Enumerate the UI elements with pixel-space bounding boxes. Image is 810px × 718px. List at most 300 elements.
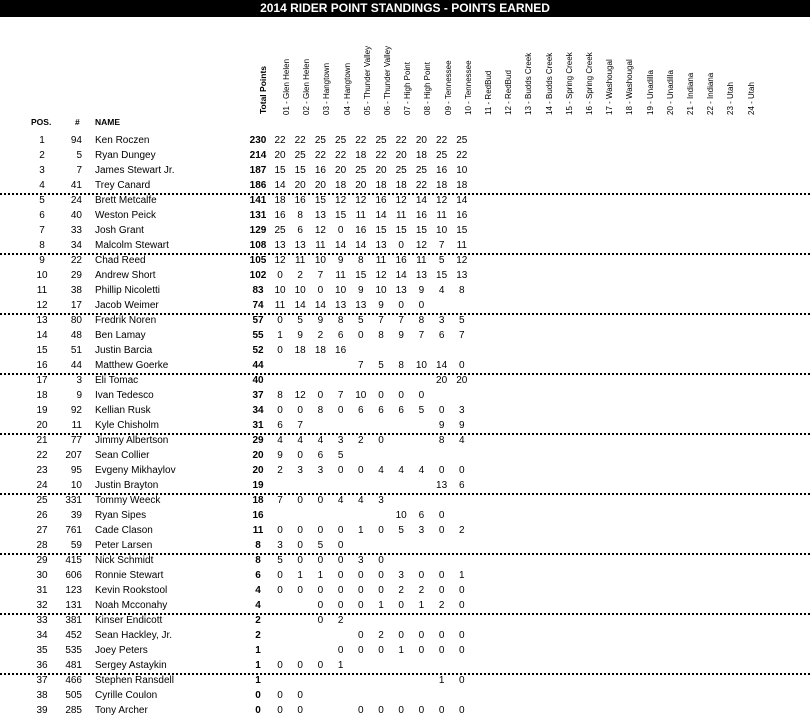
round-points: 16 [274,210,286,221]
round-points: 20 [314,180,326,191]
rider-position: 22 [36,450,48,461]
rider-position: 14 [36,330,48,341]
rider-name: Tommy Weeck [95,495,161,506]
rider-position: 28 [36,540,48,551]
round-points: 0 [459,360,465,371]
rider-number: 331 [65,495,82,506]
round-points: 8 [438,435,445,446]
rider-total-points: 102 [249,270,267,281]
round-points: 14 [456,195,468,206]
rider-number: 11 [71,420,82,431]
rider-row [0,328,810,343]
round-points: 0 [398,630,404,641]
round-points: 2 [378,630,384,641]
round-header: 11 - RedBud [484,70,493,115]
rider-number: 606 [65,570,82,581]
round-points: 16 [436,165,448,176]
rider-total-points: 74 [252,300,264,311]
rider-position: 3 [39,165,45,176]
rider-total-points: 20 [252,465,264,476]
rider-number: 77 [70,435,82,446]
round-points: 0 [459,675,465,686]
rider-name: Kinser Endicott [95,615,163,626]
round-points: 15 [456,225,468,236]
round-header: 19 - Unadilla [645,70,655,115]
round-points: 0 [418,570,425,581]
round-points: 4 [459,435,465,446]
round-points: 3 [358,555,364,566]
round-points: 22 [415,180,427,191]
round-points: 0 [317,615,324,626]
rider-total-points: 1 [255,660,261,671]
round-points: 5 [337,450,344,461]
round-points: 0 [337,555,344,566]
round-points: 5 [358,315,364,326]
rider-row [0,688,810,703]
round-header: 04 - Hangtown [342,62,352,115]
round-points: 5 [418,405,425,416]
round-points: 9 [317,315,324,326]
round-points: 0 [277,270,283,281]
rider-row [0,433,810,448]
rider-number: 131 [65,600,82,611]
rider-number: 10 [70,480,82,491]
number-header: # [75,117,80,127]
rider-name: Cade Clason [95,525,153,536]
rider-name: Jimmy Albertson [95,435,169,446]
rider-position: 20 [36,420,48,431]
rider-position: 37 [36,675,48,686]
round-points: 0 [398,300,404,311]
rider-total-points: 141 [249,195,267,206]
rider-name: Tony Archer [95,705,148,716]
rider-number: 505 [65,690,82,701]
round-points: 1 [297,570,303,581]
round-points: 8 [398,360,404,371]
round-points: 15 [314,195,326,206]
rider-number: 381 [65,615,82,626]
round-points: 6 [317,450,324,461]
round-points: 0 [358,630,364,641]
round-points: 18 [355,150,367,161]
round-points: 10 [335,285,347,296]
round-points: 18 [395,180,407,191]
round-points: 16 [456,210,468,221]
rider-name: Trey Canard [95,180,151,191]
rider-position: 10 [36,270,48,281]
round-points: 0 [378,585,384,596]
rider-total-points: 83 [252,285,264,296]
round-points: 22 [375,150,387,161]
rider-total-points: 52 [252,345,264,356]
round-points: 3 [297,465,303,476]
round-points: 6 [378,405,384,416]
rider-total-points: 8 [255,540,261,551]
rider-number: 38 [70,285,82,296]
rider-number: 80 [70,315,82,326]
round-points: 20 [335,165,347,176]
round-header: 15 - Spring Creek [564,52,574,115]
round-points: 0 [459,630,465,641]
round-points: 0 [378,435,384,446]
round-points: 9 [459,420,465,431]
rider-name: Josh Grant [95,225,144,236]
round-points: 7 [337,390,344,401]
round-points: 0 [297,450,303,461]
round-points: 15 [294,165,306,176]
total-points-header: Total Points [258,65,268,114]
round-points: 0 [277,705,283,716]
round-points: 3 [337,435,344,446]
rider-row [0,163,810,178]
round-points: 10 [274,285,286,296]
round-header: 02 - Glen Helen [302,58,312,115]
rider-number: 415 [65,555,82,566]
round-points: 0 [438,705,445,716]
rider-number: 761 [65,525,82,536]
round-points: 13 [355,300,367,311]
rider-number: 29 [70,270,82,281]
round-points: 0 [459,600,465,611]
round-points: 8 [317,405,324,416]
round-points: 11 [375,255,387,266]
round-points: 2 [418,585,425,596]
round-points: 14 [294,300,306,311]
round-points: 8 [378,330,384,341]
round-points: 25 [395,165,407,176]
rider-number: 48 [70,330,82,341]
rider-row [0,268,810,283]
round-points: 0 [438,585,445,596]
round-points: 14 [355,240,367,251]
round-points: 4 [297,435,303,446]
rider-name: Sergey Astaykin [95,660,167,671]
round-points: 25 [335,135,347,146]
rider-position: 5 [39,195,45,206]
round-header: 18 - Washougal [625,59,635,115]
round-points: 11 [355,210,366,221]
round-header: 05 - Thunder Valley [362,45,372,115]
round-points: 0 [297,540,303,551]
rider-row [0,253,810,268]
round-points: 22 [456,150,468,161]
round-points: 0 [358,330,364,341]
round-points: 4 [358,495,364,506]
round-points: 15 [335,210,347,221]
round-points: 18 [335,180,347,191]
round-points: 0 [438,570,445,581]
round-points: 9 [438,420,445,431]
rider-name: Ben Lamay [95,330,146,341]
round-points: 6 [418,510,425,521]
round-points: 0 [358,585,364,596]
rider-name: Brett Metcalfe [95,195,157,206]
round-header: 21 - Indiana [686,72,695,115]
rider-total-points: 129 [249,225,267,236]
rider-number: 40 [70,210,82,221]
round-points: 7 [277,495,283,506]
rider-number: 9 [76,390,82,401]
round-points: 12 [274,255,286,266]
rider-total-points: 57 [252,315,264,326]
round-points: 15 [436,270,448,281]
rider-position: 8 [39,240,45,251]
round-points: 0 [337,600,344,611]
rider-number: 51 [70,345,82,356]
round-header: 14 - Budds Creek [544,52,554,115]
rider-position: 2 [39,150,45,161]
round-points: 25 [294,150,306,161]
round-points: 20 [436,375,448,386]
rider-name: Ivan Tedesco [95,390,154,401]
rider-number: 123 [65,585,82,596]
round-points: 14 [314,300,326,311]
round-points: 10 [436,225,448,236]
round-points: 25 [436,150,448,161]
round-points: 0 [459,645,465,656]
rider-total-points: 6 [255,570,261,581]
round-points: 4 [398,465,404,476]
round-points: 10 [395,510,407,521]
rider-total-points: 40 [252,375,264,386]
round-points: 6 [297,225,303,236]
round-points: 0 [337,540,344,551]
round-points: 0 [337,465,344,476]
rider-name: Ryan Sipes [95,510,147,521]
rider-number: 39 [70,510,82,521]
round-points: 6 [277,420,283,431]
round-points: 0 [378,525,384,536]
round-points: 15 [355,270,367,281]
rider-total-points: 105 [249,255,267,266]
rider-position: 30 [36,570,48,581]
rider-row [0,463,810,478]
round-points: 18 [294,345,306,356]
round-points: 8 [297,210,303,221]
round-points: 0 [317,585,324,596]
round-points: 0 [398,390,404,401]
round-points: 0 [418,705,425,716]
rider-total-points: 4 [255,585,261,596]
rider-position: 29 [36,555,48,566]
round-points: 22 [335,150,347,161]
rider-total-points: 44 [252,360,264,371]
round-points: 0 [297,705,303,716]
round-points: 9 [358,285,364,296]
round-points: 4 [277,435,283,446]
round-points: 18 [456,180,468,191]
rider-position: 24 [36,480,48,491]
round-points: 2 [337,615,344,626]
round-points: 0 [337,225,344,236]
round-points: 0 [378,705,384,716]
round-header: 13 - Budds Creek [524,52,534,115]
rider-row [0,313,810,328]
rider-total-points: 29 [252,435,264,446]
round-points: 9 [297,330,303,341]
round-points: 5 [317,540,324,551]
rider-name: Eli Tomac [95,375,139,386]
rider-total-points: 19 [252,480,264,491]
rider-position: 38 [36,690,48,701]
round-points: 6 [398,405,404,416]
rider-number: 17 [70,300,82,311]
round-points: 25 [314,135,326,146]
round-points: 14 [375,210,387,221]
round-points: 10 [314,255,326,266]
round-points: 11 [395,210,407,221]
round-points: 0 [459,465,465,476]
round-points: 5 [378,360,384,371]
round-points: 18 [436,180,448,191]
round-points: 6 [358,405,364,416]
round-header: 09 - Tennessee [443,60,453,115]
round-points: 18 [314,345,326,356]
rider-position: 34 [36,630,48,641]
round-points: 14 [335,240,347,251]
round-points: 1 [317,570,324,581]
rider-number: 59 [70,540,82,551]
rider-name: Joey Peters [95,645,148,656]
rider-row [0,643,810,658]
rider-row [0,373,810,388]
round-points: 10 [415,360,427,371]
round-points: 22 [294,135,306,146]
rider-name: James Stewart Jr. [95,165,175,176]
round-points: 16 [355,225,367,236]
rider-position: 12 [36,300,48,311]
rider-name: Nick Schmidt [95,555,154,566]
rider-position: 19 [36,405,48,416]
rider-total-points: 0 [255,690,261,701]
rider-position: 17 [36,375,48,386]
round-points: 0 [358,600,364,611]
rider-name: Phillip Nicoletti [95,285,161,296]
round-points: 16 [294,195,306,206]
rider-row [0,493,810,508]
round-points: 0 [459,585,465,596]
round-points: 18 [415,150,427,161]
round-header: 06 - Thunder Valley [383,45,392,115]
rider-name: Stephen Ransdell [95,675,174,686]
round-points: 0 [277,525,283,536]
round-points: 20 [355,180,367,191]
rider-position: 13 [36,315,48,326]
round-points: 5 [459,315,465,326]
round-points: 0 [438,510,445,521]
rider-name: Chad Reed [95,255,146,266]
rider-total-points: 18 [252,495,264,506]
round-points: 18 [274,195,286,206]
round-points: 0 [358,645,364,656]
round-points: 0 [358,705,364,716]
rider-row [0,583,810,598]
round-points: 0 [418,645,425,656]
rider-number: 481 [65,660,82,671]
rider-name: Malcolm Stewart [95,240,169,251]
round-points: 8 [358,255,364,266]
round-points: 7 [438,240,445,251]
round-points: 22 [314,150,326,161]
round-points: 14 [436,360,448,371]
rider-row [0,523,810,538]
rider-total-points: 20 [252,450,264,461]
rider-total-points: 0 [255,705,261,716]
rider-number: 285 [65,705,82,716]
round-points: 0 [277,315,283,326]
round-points: 11 [315,240,326,251]
round-points: 3 [438,315,445,326]
round-points: 1 [337,660,344,671]
round-header: 10 - Tennessee [463,60,473,115]
round-points: 10 [294,285,306,296]
round-points: 5 [297,315,303,326]
round-points: 16 [395,255,407,266]
round-points: 2 [317,330,324,341]
rider-name: Andrew Short [95,270,156,281]
round-points: 4 [317,435,324,446]
round-points: 16 [335,345,347,356]
round-points: 0 [317,600,324,611]
rider-position: 32 [36,600,48,611]
round-points: 0 [378,555,384,566]
round-points: 0 [277,660,283,671]
round-points: 12 [415,240,427,251]
round-points: 20 [274,150,286,161]
round-points: 1 [398,645,404,656]
round-points: 0 [297,660,303,671]
round-points: 15 [375,225,387,236]
round-points: 13 [294,240,306,251]
rider-position: 16 [36,360,48,371]
rider-name: Ken Roczen [95,135,150,146]
rider-total-points: 31 [252,420,264,431]
rider-position: 23 [36,465,48,476]
round-points: 20 [375,165,387,176]
round-points: 7 [418,330,425,341]
round-points: 5 [398,525,404,536]
round-points: 3 [398,570,404,581]
round-points: 15 [395,225,407,236]
round-points: 0 [337,570,344,581]
round-points: 0 [378,645,384,656]
round-points: 25 [355,165,367,176]
round-points: 0 [358,570,364,581]
round-points: 20 [456,375,468,386]
rider-name: Cyrille Coulon [95,690,158,701]
rider-row [0,208,810,223]
round-points: 2 [358,435,364,446]
rider-total-points: 187 [249,165,267,176]
round-points: 5 [277,555,283,566]
round-points: 3 [378,495,384,506]
rider-row [0,508,810,523]
rider-row [0,703,810,718]
rider-total-points: 1 [255,645,261,656]
rider-name: Justin Brayton [95,480,159,491]
round-header: 12 - RedBud [504,70,514,115]
round-points: 0 [378,390,384,401]
round-header: 03 - Hangtown [322,62,332,115]
round-points: 16 [314,165,326,176]
rider-total-points: 2 [255,630,261,641]
round-points: 3 [277,540,283,551]
pos-header: POS. [31,117,52,127]
round-points: 9 [398,330,404,341]
round-header: 24 - Utah [746,82,756,115]
round-points: 0 [378,570,384,581]
rider-name: Peter Larsen [95,540,153,551]
